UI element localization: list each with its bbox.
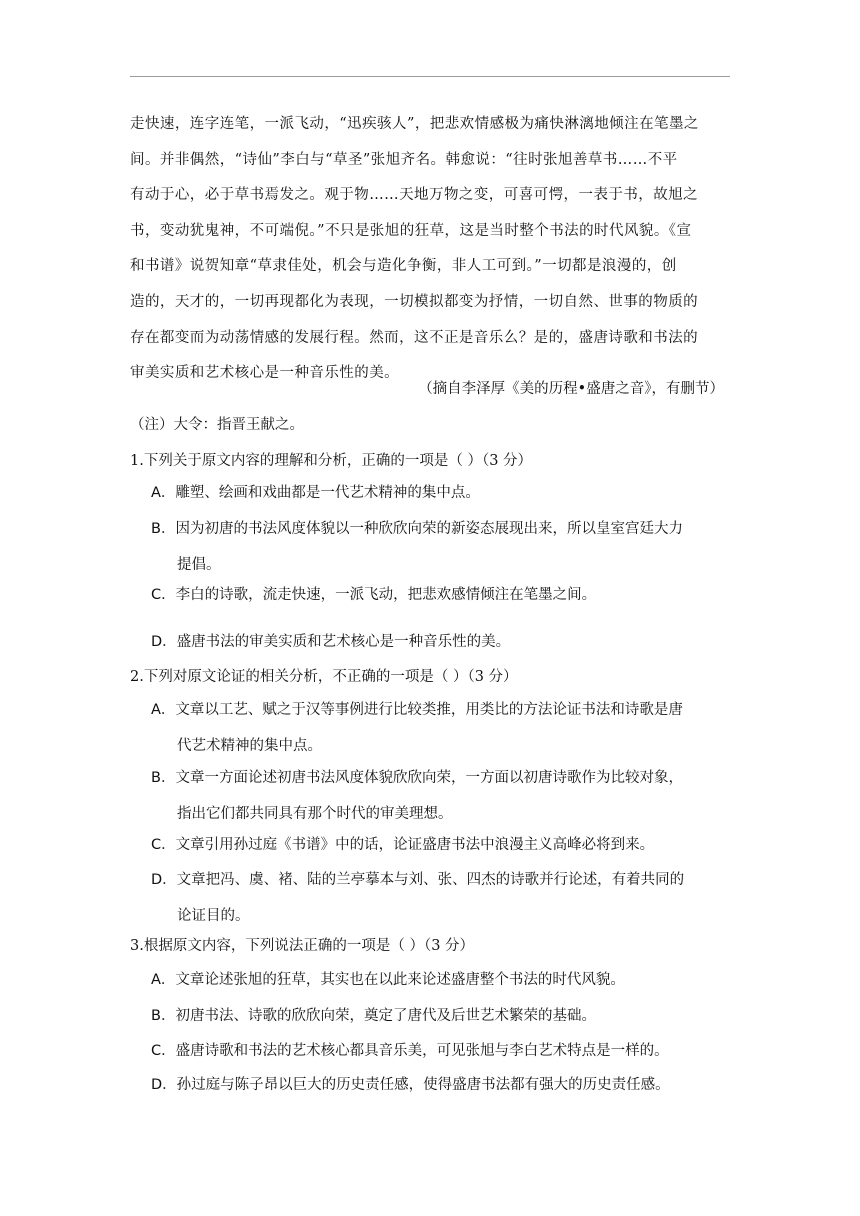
passage-line: 和书谱》说贺知章“草隶佳处，机会与造化争衡，非人工可到。”一切都是浪漫的，创	[130, 258, 677, 275]
option-text-cont: 代艺术精神的集中点。	[177, 738, 322, 754]
question-1-option-c[interactable]	[151, 577, 731, 613]
option-text-cont: 论证目的。	[177, 908, 250, 924]
passage-line: 书，变动犹鬼神，不可端倪。”不只是张旭的狂草，这是当时整个书法的时代风貌。《宣	[130, 222, 692, 239]
question-3-option-c[interactable]	[151, 1033, 731, 1069]
option-label: C．	[151, 837, 176, 853]
option-label: C．	[151, 1043, 176, 1059]
passage-line: 存在都变而为动荡情感的发展行程。然而，这不正是音乐么？是的，盛唐诗歌和书法的	[130, 329, 699, 346]
option-label: D．	[151, 1077, 177, 1093]
question-1-option-a[interactable]	[151, 475, 731, 511]
passage	[130, 107, 732, 392]
option-label: A．	[151, 485, 176, 501]
passage-line: 造的，天才的，一切再现都化为表现，一切模拟都变为抒情，一切自然、世事的物质的	[130, 293, 699, 310]
passage-line: 走快速，连字连笔，一派飞动，“迅疾骇人”，把悲欢情感极为痛快淋漓地倾注在笔墨之	[130, 116, 699, 132]
option-text: 李白的诗歌，流走快速，一派飞动，把悲欢感情倾注在笔墨之间。	[175, 587, 597, 603]
question-3-option-d[interactable]	[151, 1067, 731, 1103]
option-text: 初唐书法、诗歌的欣欣向荣，奠定了唐代及后世艺术繁荣的基础。	[175, 1008, 596, 1024]
header-rule	[130, 76, 730, 77]
option-text: 文章引用孙过庭《书谱》中的话，论证盛唐书法中浪漫主义高峰必将到来。	[175, 837, 655, 853]
question-1-option-d[interactable]	[151, 624, 731, 660]
option-text: 文章把冯、虞、褚、陆的兰亭摹本与刘、张、四杰的诗歌并行论述，有着共同的	[176, 872, 685, 888]
option-label: D．	[151, 634, 177, 650]
option-text: 文章论述张旭的狂草，其实也在以此来论述盛唐整个书法的时代风貌。	[175, 972, 625, 988]
question-2-option-d[interactable]	[151, 862, 731, 934]
option-text: 因为初唐的书法风度体貌以一种欣欣向荣的新姿态展现出来，所以皇室宫廷大力	[175, 521, 683, 537]
passage-line: 间。并非偶然，“诗仙”李白与“草圣”张旭齐名。韩愈说：“往时张旭善草书……不平	[130, 151, 678, 168]
option-text: 盛唐诗歌和书法的艺术核心都具音乐美，可见张旭与李白艺术特点是一样的。	[175, 1043, 669, 1059]
option-label: C．	[151, 587, 176, 603]
option-label: B．	[151, 521, 176, 537]
option-label: A．	[151, 972, 176, 988]
passage-line: 有动于心，必于草书焉发之。观于物……天地万物之变，可喜可愕，一表于书，故旭之	[130, 187, 699, 204]
option-text: 盛唐书法的审美实质和艺术核心是一种音乐性的美。	[176, 634, 511, 650]
option-label: D．	[151, 872, 177, 888]
question-1-stem: 1.下列关于原文内容的理解和分析，正确的一项是（ ）（3 分）	[130, 453, 533, 469]
question-1-option-b[interactable]	[151, 511, 731, 583]
passage-source: （摘自李泽厚《美的历程•盛唐之音》，有删节）	[418, 381, 724, 397]
passage-note: （注）大令：指晋王献之。	[130, 417, 304, 433]
question-3-stem: 3.根据原文内容，下列说法正确的一项是（ ）（3 分）	[130, 938, 475, 954]
option-text: 文章一方面论述初唐书法风度体貌欣欣向荣，一方面以初唐诗歌作为比较对象，	[175, 770, 683, 786]
question-2-option-b[interactable]	[151, 760, 731, 832]
question-2-option-a[interactable]	[151, 692, 731, 764]
option-label: B．	[151, 770, 176, 786]
option-text: 文章以工艺、赋之于汉等事例进行比较类推，用类比的方法论证书法和诗歌是唐	[175, 702, 683, 718]
option-text: 孙过庭与陈子昂以巨大的历史责任感，使得盛唐书法都有强大的历史责任感。	[176, 1077, 670, 1093]
option-label: A．	[151, 702, 176, 718]
option-text: 雕塑、绘画和戏曲都是一代艺术精神的集中点。	[175, 485, 480, 501]
question-2-option-c[interactable]	[151, 827, 731, 863]
question-3-option-b[interactable]	[151, 998, 731, 1034]
question-3-option-a[interactable]	[151, 962, 731, 998]
question-2-stem: 2.下列对原文论证的相关分析，不正确的一项是（ ）（3 分）	[130, 669, 518, 685]
option-label: B．	[151, 1008, 176, 1024]
passage-line: 审美实质和艺术核心是一种音乐性的美。	[130, 365, 400, 382]
option-text-cont: 提倡。	[177, 557, 221, 573]
option-text-cont: 指出它们都共同具有那个时代的审美理想。	[177, 806, 453, 822]
